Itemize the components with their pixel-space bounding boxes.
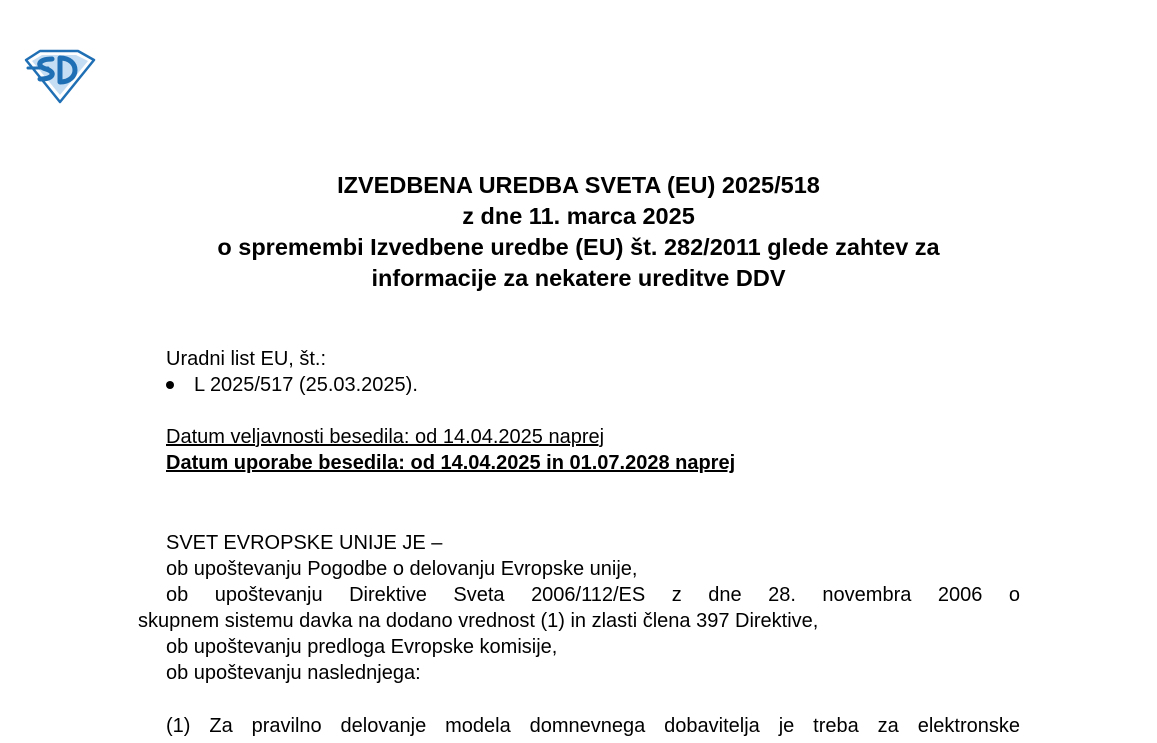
title-line-1: IZVEDBENA UREDBA SVETA (EU) 2025/518 — [337, 172, 820, 198]
recital-following: ob upoštevanju naslednjega: — [166, 662, 421, 684]
recital-proposal: ob upoštevanju predloga Evropske komisije, — [166, 636, 558, 658]
preamble-intro: SVET EVROPSKE UNIJE JE – — [166, 532, 443, 554]
title-line-3: o spremembi Izvedbene uredbe (EU) št. 282/2011 glede zahtev za — [217, 234, 940, 260]
document-title — [0, 170, 1157, 294]
recital-directive-line-2: skupnem sistemu davka na dodano vrednost (1) in zlasti člena 397 Direktive, — [138, 610, 819, 632]
title-line-4: informacije za nekatere ureditve DDV — [371, 265, 786, 291]
bullet-icon — [166, 381, 174, 389]
official-journal-label: Uradni list EU, št.: — [166, 348, 327, 370]
application-date: Datum uporabe besedila: od 14.04.2025 in 01.07.2028 naprej — [166, 452, 736, 474]
recital-point-1: (1) Za pravilno delovanje modela domnevnega dobavitelja je treba za elektronske — [166, 715, 1020, 737]
title-line-2: z dne 11. marca 2025 — [462, 203, 695, 229]
official-journal-item: L 2025/517 (25.03.2025). — [194, 374, 418, 396]
recital-directive-line-1: ob upoštevanju Direktive Sveta 2006/112/ES z dne 28. novembra 2006 o — [166, 584, 1020, 606]
sd-shield-logo-icon — [22, 48, 96, 104]
recital-treaty: ob upoštevanju Pogodbe o delovanju Evropske unije, — [166, 558, 638, 580]
validity-date: Datum veljavnosti besedila: od 14.04.2025 naprej — [166, 426, 605, 448]
